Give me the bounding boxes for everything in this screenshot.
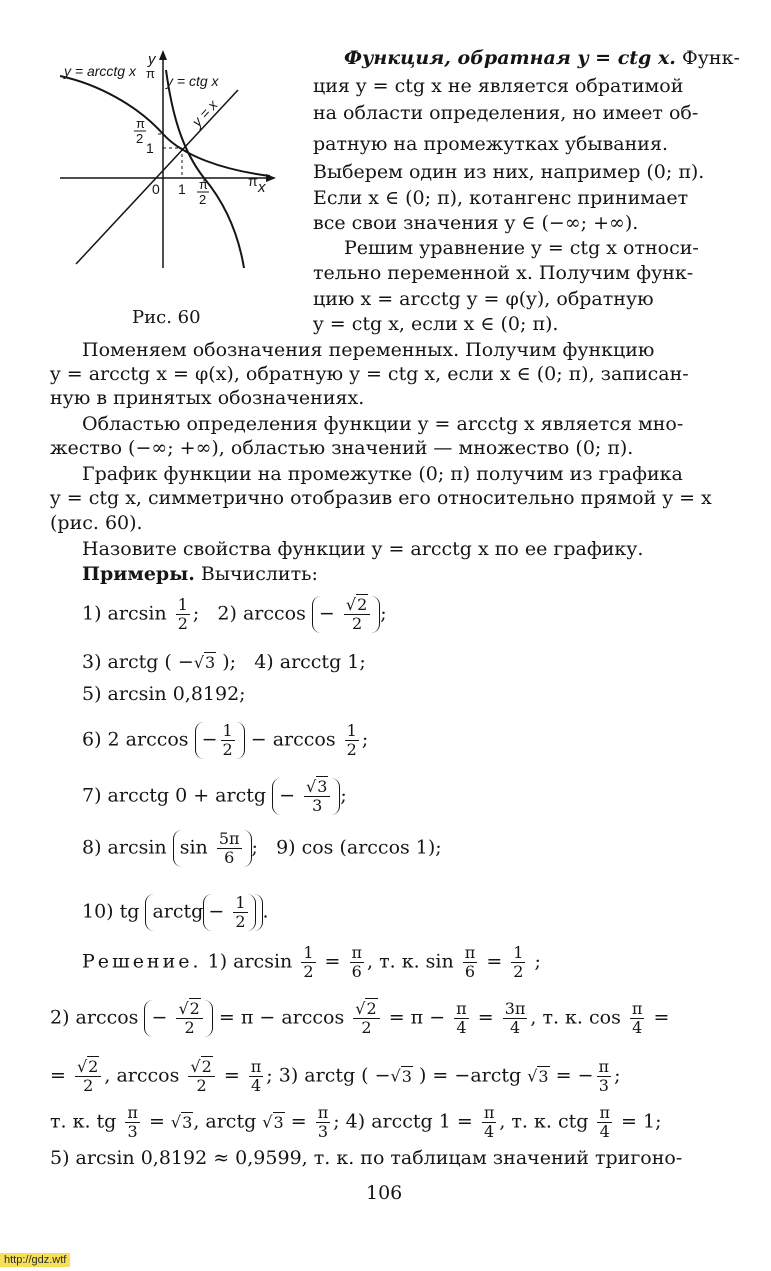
intro-line-8: тельно переменной x. Получим функ- xyxy=(313,262,694,284)
intro-line-7: Решим уравнение y = ctg x относи- xyxy=(344,237,699,259)
label-one-x: 1 xyxy=(178,181,186,197)
label-pi2x-num: π xyxy=(199,177,208,192)
solution-line-2: 2) arccos − $\frac{√2}{2}$ = π − arccos $\frac{√2}{2}$ = π − $\frac{\pi}{4}$ = $\frac{3\pi}{4}$ , т. к. cos $\frac{\pi}{4}$ = xyxy=(50,999,670,1037)
solution-line-1: Решение. 1) arcsin $\frac{1}{2}$ = $\frac{\pi}{6}$ , т. к. sin $\frac{\pi}{6}$ = $\frac{1}{2}$ ; xyxy=(82,943,541,981)
intro-line-4: Выберем один из них, например (0; π). xyxy=(313,161,705,183)
page-number: 106 xyxy=(366,1182,403,1204)
label-yx: y = x xyxy=(188,96,221,130)
solution-label: Решение. xyxy=(82,950,202,973)
label-one-y: 1 xyxy=(146,140,154,156)
label-pi-x: π xyxy=(248,173,258,189)
label-pi2x-den: 2 xyxy=(199,192,207,207)
solution-line-3: = $\frac{√2}{2}$ , arccos $\frac{√2}{2}$ = $\frac{\pi}{4}$ ; 3) arctg ( −√3 ) = −arctg √3 = − $\frac{\pi}{3}$ ; xyxy=(50,1057,621,1095)
figure-60-graph xyxy=(58,42,278,272)
watermark-link[interactable]: http://gdz.wtf xyxy=(0,1253,70,1267)
label-pi-top: π xyxy=(146,66,155,81)
body-line-8: Назовите свойства функции y = arcctg x по ее графику. xyxy=(82,538,644,560)
y-axis-arrow xyxy=(159,50,167,60)
label-y-axis: y xyxy=(148,51,156,68)
example-6: 6) 2 arccos − $\frac{1}{2}$ − arccos $\frac{1}{2}$ ; xyxy=(82,721,369,759)
figure-caption: Рис. 60 xyxy=(132,307,201,328)
label-ctg: y = ctg x xyxy=(166,73,219,89)
label-pi2-den: 2 xyxy=(136,131,144,146)
body-line-3: Областью определения функции y = arcctg x является мно- xyxy=(82,413,684,435)
label-x-axis: x xyxy=(258,179,266,196)
intro-line-2: на области определения, но имеет об- xyxy=(313,102,699,124)
body-line-0: Поменяем обозначения переменных. Получим функцию xyxy=(82,339,655,361)
example-1-2: 1) arcsin $\frac{1}{2}$ ; 2) arccos − $\frac{√2}{2}$ ; xyxy=(82,595,387,633)
body-line-6: y = ctg x, симметрично отобразив его относительно прямой y = x xyxy=(50,487,712,509)
example-7: 7) arcctg 0 + arctg − $\frac{√3}{3}$ ; xyxy=(82,777,347,815)
label-origin: 0 xyxy=(152,181,160,197)
example-3-4: 3) arctg ( −√3 ); 4) arcctg 1; xyxy=(82,651,366,673)
intro-line-10: y = ctg x, если x ∈ (0; π). xyxy=(313,313,559,335)
example-5: 5) arcsin 0,8192; xyxy=(82,683,246,705)
body-line-1: y = arcctg x = φ(x), обратную y = ctg x, если x ∈ (0; π), записан- xyxy=(50,363,689,385)
line-y-equals-x xyxy=(76,90,238,264)
intro-line-1: ция y = ctg x не является обратимой xyxy=(313,75,684,97)
body-line-5: График функции на промежутке (0; π) получим из графика xyxy=(82,463,683,485)
solution-line-5: 5) arcsin 0,8192 ≈ 0,9599, т. к. по таблицам значений тригоно- xyxy=(50,1147,683,1169)
solution-line-4: т. к. tg $\frac{\pi}{3}$ = √3, arctg √3 = $\frac{\pi}{3}$ ; 4) arcctg 1 = $\frac{\pi}{4}$ , т. к. ctg $\frac{\pi}{4}$ = 1; xyxy=(50,1103,662,1141)
intro-line-9: цию x = arcctg y = φ(y), обратную xyxy=(313,288,654,310)
arcctg-curve xyxy=(60,76,270,176)
section-title: Функция, обратная y = ctg x. xyxy=(344,47,676,69)
examples-heading: Примеры. Вычислить: xyxy=(82,563,318,585)
body-line-4: жество (−∞; +∞), областью значений — множество (0; π). xyxy=(50,437,634,459)
label-pi2-num: π xyxy=(136,116,145,131)
intro-line-3: ратную на промежутках убывания. xyxy=(313,133,668,155)
example-10: 10) tg arctg − $\frac{1}{2}$ . xyxy=(82,893,269,931)
intro-line-5: Если x ∈ (0; π), котангенс принимает xyxy=(313,187,689,209)
body-line-7: (рис. 60). xyxy=(50,512,143,534)
body-line-2: ную в принятых обозначениях. xyxy=(50,387,365,409)
intro-line-6: все свои значения y ∈ (−∞; +∞). xyxy=(313,212,639,234)
label-arcctg: y = arcctg x xyxy=(64,63,136,79)
intro-line-0: Функция, обратная y = ctg x. Функ- xyxy=(344,47,740,69)
example-8-9: 8) arcsin sin $\frac{5\pi}{6}$ ; 9) cos (arccos 1); xyxy=(82,829,442,867)
